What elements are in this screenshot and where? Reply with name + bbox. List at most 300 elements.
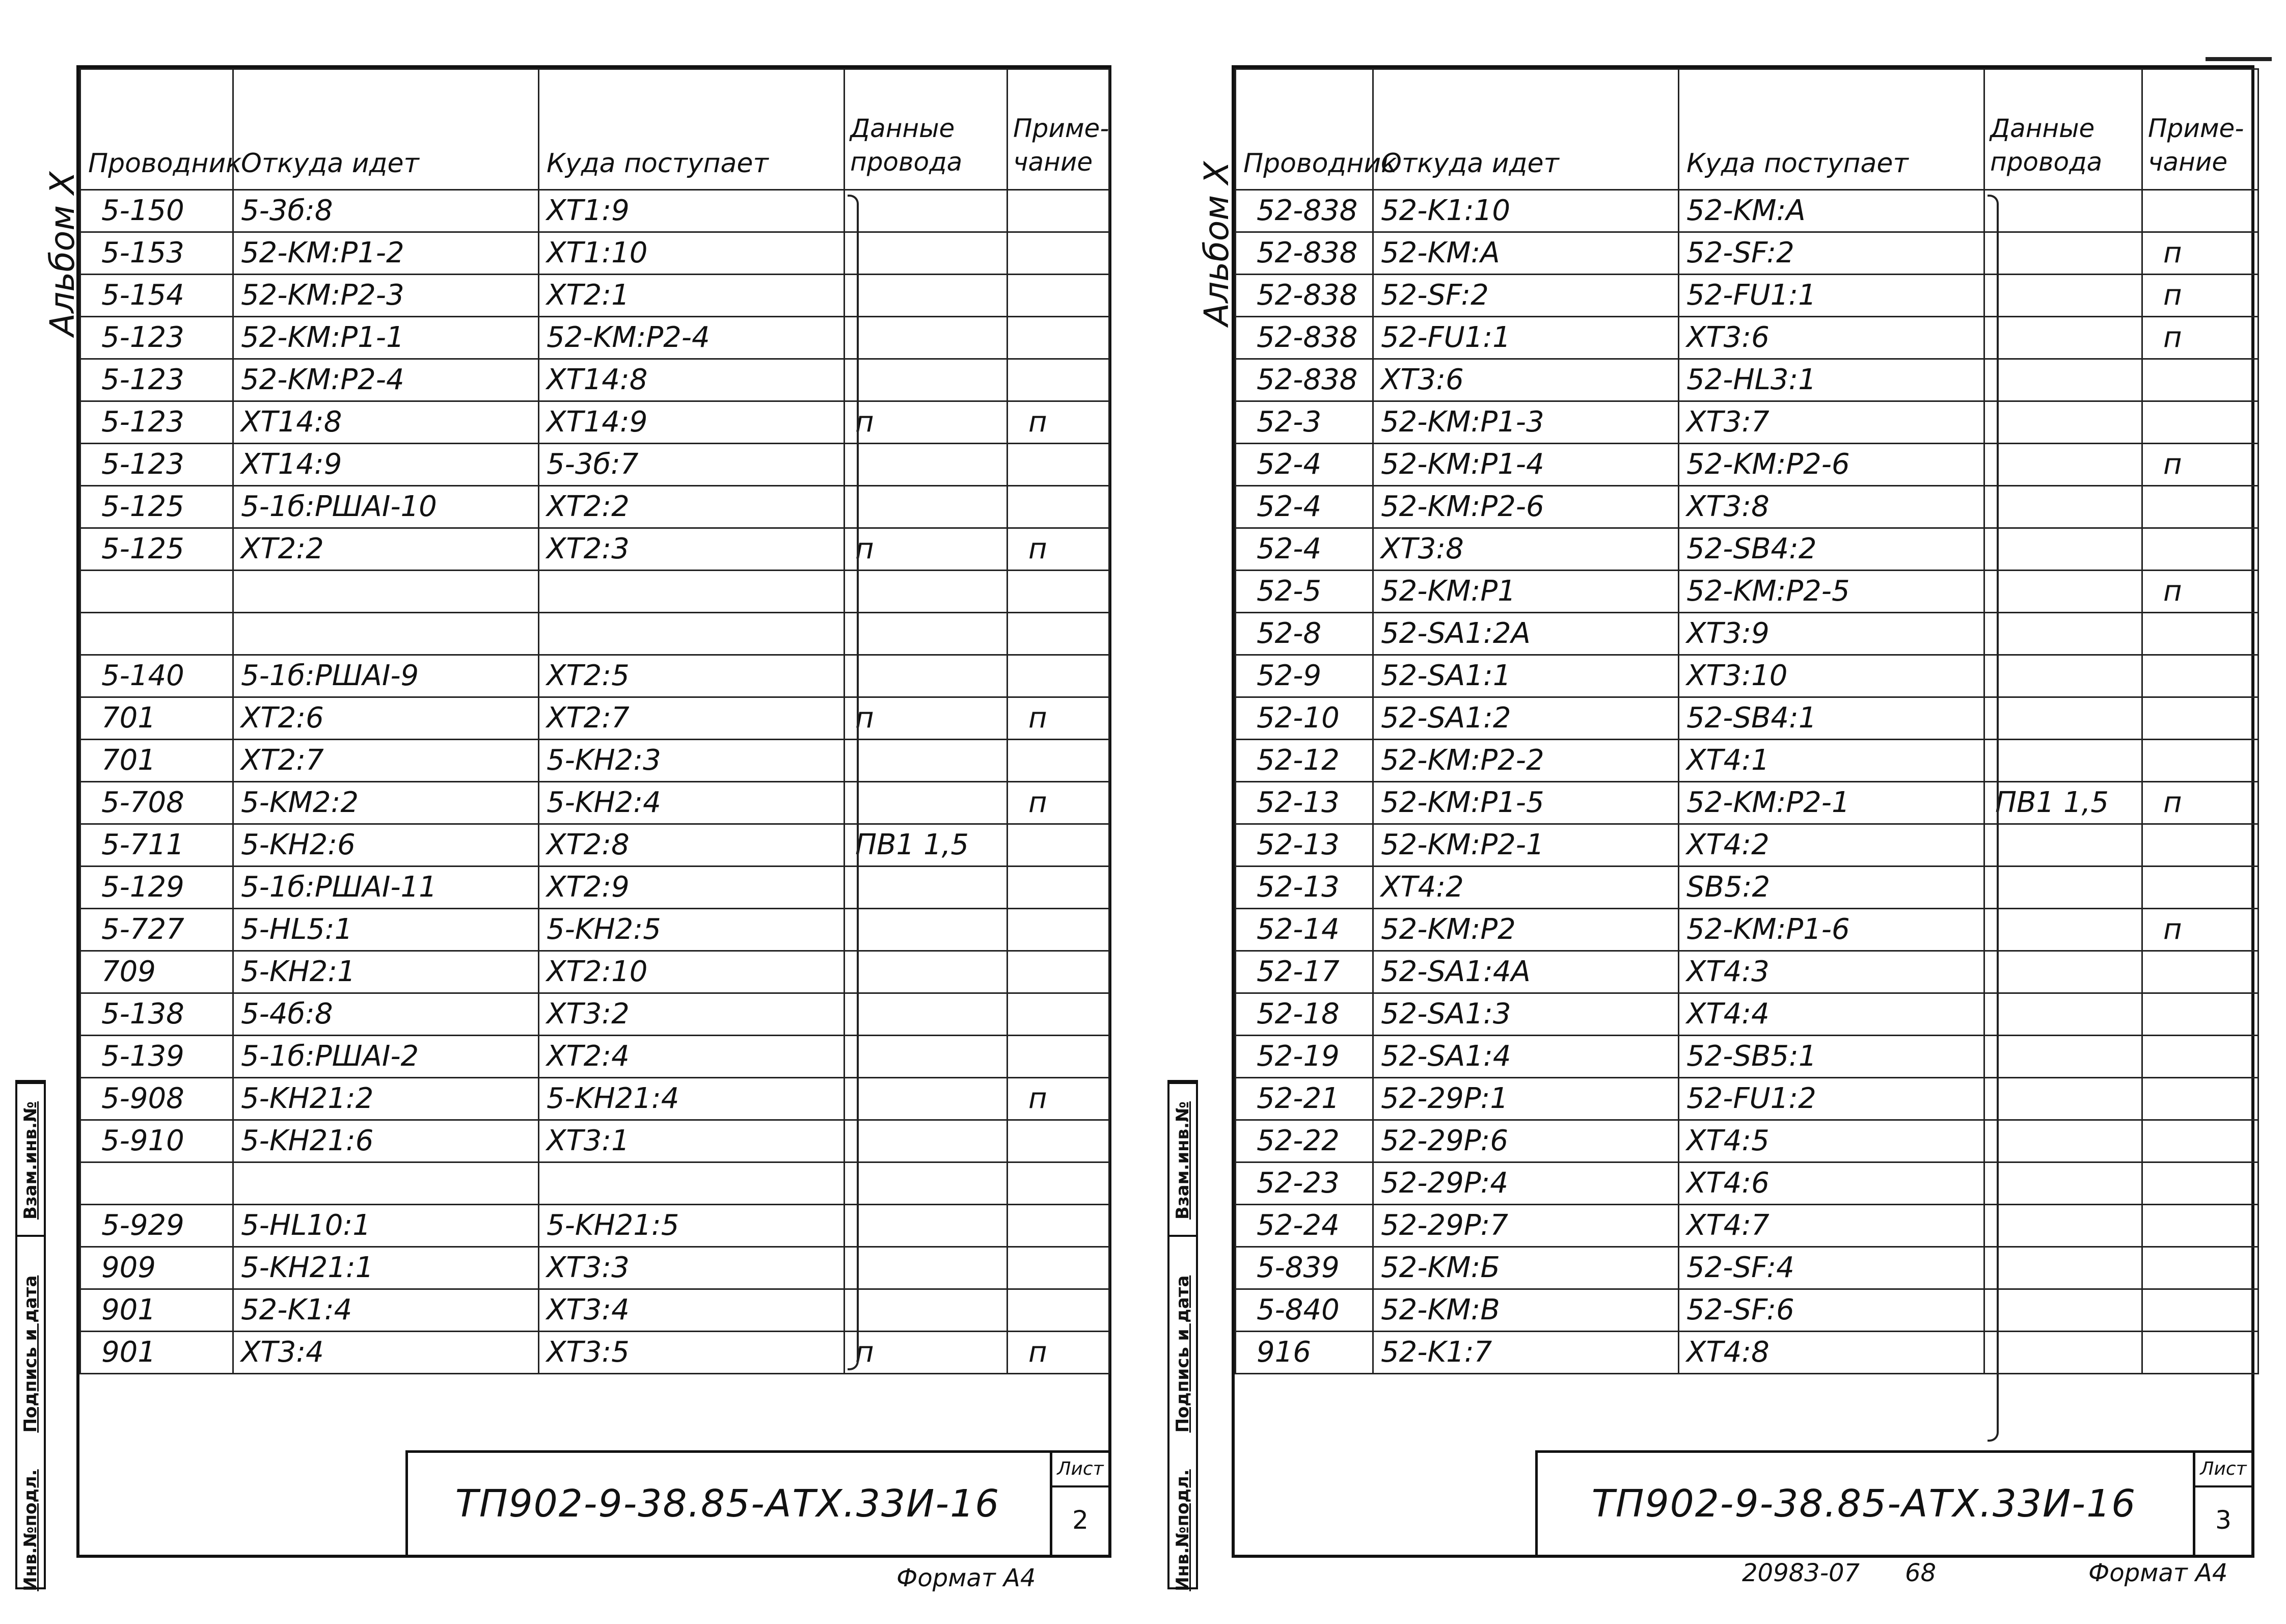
- cell-note: [1008, 1247, 1109, 1289]
- cell-conductor: 5-910: [80, 1120, 233, 1162]
- cell-to: XT2:1: [539, 275, 845, 317]
- cell-conductor: 5-708: [80, 782, 233, 824]
- cell-conductor: [80, 613, 233, 655]
- cell-from: 52-KM:P1-4: [1373, 444, 1679, 486]
- stamp-cell-inventory: Инв.№подл.: [20, 1469, 41, 1591]
- cell-to: 52-KM:P2-5: [1679, 571, 1984, 613]
- cell-note: п: [2142, 232, 2258, 275]
- table-row: [80, 1205, 1109, 1247]
- cell-wire-data: [845, 1036, 1008, 1078]
- cell-conductor: 5-123: [80, 359, 233, 401]
- cell-to: XT4:8: [1679, 1332, 1984, 1374]
- cell-note: [1008, 740, 1109, 782]
- table-row: [1236, 1078, 2258, 1120]
- table-row: [80, 1036, 1109, 1078]
- cell-wire-data: [845, 275, 1008, 317]
- cell-conductor: 52-13: [1236, 824, 1373, 867]
- cell-note: [1008, 232, 1109, 275]
- cell-note: [2142, 993, 2258, 1036]
- cell-to: 52-SF:4: [1679, 1247, 1984, 1289]
- sheet-number: 2: [1072, 1505, 1088, 1535]
- cell-conductor: 709: [80, 951, 233, 993]
- cell-wire-data: [845, 613, 1008, 655]
- cell-to: SB5:2: [1679, 867, 1984, 909]
- cell-note: п: [2142, 275, 2258, 317]
- cell-conductor: 52-838: [1236, 275, 1373, 317]
- wire-data-brace: [848, 195, 859, 1370]
- cell-from: 52-K1:7: [1373, 1332, 1679, 1374]
- table-row: [80, 824, 1109, 867]
- cell-wire-data: ПВ1 1,5: [845, 824, 1008, 867]
- cell-from: 5-HL10:1: [233, 1205, 539, 1247]
- format-label: Формат А4: [896, 1564, 1036, 1592]
- cell-from: 52-KM:P1-3: [1373, 401, 1679, 444]
- cell-from: 52-K1:4: [233, 1289, 539, 1332]
- table-row: [80, 359, 1109, 401]
- cell-conductor: [80, 1162, 233, 1205]
- cell-note: [2142, 867, 2258, 909]
- cell-note: [2142, 486, 2258, 528]
- cell-to: XT14:8: [539, 359, 845, 401]
- side-approval-stamp: [1167, 1080, 1198, 1589]
- cell-wire-data: п: [845, 1332, 1008, 1374]
- cell-wire-data: [1984, 1162, 2142, 1205]
- cell-note: п: [2142, 317, 2258, 359]
- cell-from: 5-1б:РШАI-10: [233, 486, 539, 528]
- cell-from: 5-3б:8: [233, 190, 539, 232]
- cell-conductor: 5-840: [1236, 1289, 1373, 1332]
- cell-from: 52-SA1:2: [1373, 697, 1679, 740]
- cell-from: 52-SA1:3: [1373, 993, 1679, 1036]
- cell-wire-data: [845, 1120, 1008, 1162]
- cell-conductor: 5-839: [1236, 1247, 1373, 1289]
- cell-from: 52-29P:4: [1373, 1162, 1679, 1205]
- cell-wire-data: [845, 867, 1008, 909]
- cell-from: XT14:8: [233, 401, 539, 444]
- cell-wire-data: [1984, 1078, 2142, 1120]
- cell-from: 52-29P:1: [1373, 1078, 1679, 1120]
- cell-to: 5-KH2:5: [539, 909, 845, 951]
- table-row: [1236, 486, 2258, 528]
- header-from: Откуда идет: [233, 69, 539, 190]
- cell-to: XT4:7: [1679, 1205, 1984, 1247]
- cell-conductor: 5-929: [80, 1205, 233, 1247]
- cell-to: XT3:10: [1679, 655, 1984, 697]
- cell-wire-data: [845, 951, 1008, 993]
- table-row: [80, 232, 1109, 275]
- side-approval-stamp: [15, 1080, 46, 1589]
- cell-to: XT4:4: [1679, 993, 1984, 1036]
- cell-from: XT14:9: [233, 444, 539, 486]
- table-row: [1236, 1332, 2258, 1374]
- table-row: [80, 740, 1109, 782]
- cell-from: 52-KM:A: [1373, 232, 1679, 275]
- cell-conductor: 52-13: [1236, 867, 1373, 909]
- cell-to: XT1:10: [539, 232, 845, 275]
- cell-to: XT4:2: [1679, 824, 1984, 867]
- cell-from: 52-KM:P2: [1373, 909, 1679, 951]
- cell-note: [2142, 740, 2258, 782]
- cell-note: [1008, 951, 1109, 993]
- cell-conductor: 5-153: [80, 232, 233, 275]
- cell-from: [233, 1162, 539, 1205]
- table-row: [80, 1247, 1109, 1289]
- cell-note: [2142, 1162, 2258, 1205]
- cell-note: [1008, 571, 1109, 613]
- sheet-number: 3: [2215, 1505, 2231, 1535]
- cell-from: 52-K1:10: [1373, 190, 1679, 232]
- cell-to: XT4:6: [1679, 1162, 1984, 1205]
- cell-from: 5-KH2:1: [233, 951, 539, 993]
- cell-wire-data: [845, 1247, 1008, 1289]
- cell-to: 52-FU1:1: [1679, 275, 1984, 317]
- cell-conductor: 5-125: [80, 528, 233, 571]
- cell-conductor: 901: [80, 1289, 233, 1332]
- cell-to: 52-SB5:1: [1679, 1036, 1984, 1078]
- cell-from: 52-KM:P1: [1373, 571, 1679, 613]
- cell-from: 5-4б:8: [233, 993, 539, 1036]
- cell-conductor: 52-24: [1236, 1205, 1373, 1247]
- table-row: [80, 571, 1109, 613]
- cell-conductor: 52-9: [1236, 655, 1373, 697]
- cell-from: 52-KM:P2-3: [233, 275, 539, 317]
- table-row: [80, 993, 1109, 1036]
- cell-note: [1008, 1120, 1109, 1162]
- cell-note: [2142, 359, 2258, 401]
- cell-conductor: 52-21: [1236, 1078, 1373, 1120]
- table-row: [1236, 1289, 2258, 1332]
- cell-note: [1008, 317, 1109, 359]
- cell-wire-data: [845, 486, 1008, 528]
- table-row: [1236, 1205, 2258, 1247]
- cell-from: 5-KM2:2: [233, 782, 539, 824]
- cell-to: 52-HL3:1: [1679, 359, 1984, 401]
- cell-to: 52-KM:P2-1: [1679, 782, 1984, 824]
- table-row: [80, 1332, 1109, 1374]
- sheet-corner-mark: [2206, 57, 2272, 61]
- table-row: [1236, 359, 2258, 401]
- table-header-row: [1236, 69, 2258, 190]
- cell-note: [1008, 190, 1109, 232]
- cell-conductor: 5-150: [80, 190, 233, 232]
- cell-to: 52-KM:A: [1679, 190, 1984, 232]
- table-row: [80, 655, 1109, 697]
- cell-wire-data: [1984, 190, 2142, 232]
- cell-conductor: 5-138: [80, 993, 233, 1036]
- cell-wire-data: [1984, 909, 2142, 951]
- table-row: [80, 1120, 1109, 1162]
- title-block: [1535, 1450, 2251, 1555]
- cell-wire-data: [1984, 1120, 2142, 1162]
- stamp-cell-signature: Подпись и дата: [1169, 1235, 1196, 1471]
- cell-wire-data: [1984, 1205, 2142, 1247]
- cell-wire-data: [1984, 232, 2142, 275]
- cell-from: 5-KH21:2: [233, 1078, 539, 1120]
- table-row: [1236, 1247, 2258, 1289]
- cell-wire-data: [1984, 444, 2142, 486]
- cell-from: XT3:4: [233, 1332, 539, 1374]
- cell-conductor: 701: [80, 697, 233, 740]
- cell-wire-data: [845, 190, 1008, 232]
- cell-conductor: 5-123: [80, 401, 233, 444]
- cell-to: XT3:5: [539, 1332, 845, 1374]
- cell-from: 5-KH21:1: [233, 1247, 539, 1289]
- cell-conductor: 5-140: [80, 655, 233, 697]
- cell-from: 5-1б:РШАI-9: [233, 655, 539, 697]
- cell-note: [2142, 528, 2258, 571]
- cell-conductor: [80, 571, 233, 613]
- cell-to: 5-KH2:4: [539, 782, 845, 824]
- cell-wire-data: [845, 1078, 1008, 1120]
- cell-from: XT3:6: [1373, 359, 1679, 401]
- cell-to: XT3:4: [539, 1289, 845, 1332]
- sheet-number-box: [1050, 1453, 1108, 1555]
- table-row: [80, 528, 1109, 571]
- table-row: [1236, 867, 2258, 909]
- table-row: [1236, 697, 2258, 740]
- cell-to: 5-KH21:5: [539, 1205, 845, 1247]
- cell-to: 52-SB4:1: [1679, 697, 1984, 740]
- header-note: Приме- чание: [1008, 69, 1109, 190]
- cell-to: XT4:5: [1679, 1120, 1984, 1162]
- table-row: [80, 909, 1109, 951]
- table-row: [80, 951, 1109, 993]
- cell-from: 52-KM:B: [1373, 1289, 1679, 1332]
- cell-note: [1008, 655, 1109, 697]
- cell-wire-data: [1984, 275, 2142, 317]
- stamp-cell-signature: Подпись и дата: [17, 1235, 44, 1471]
- cell-from: 5-KH2:6: [233, 824, 539, 867]
- cell-from: 52-KM:P2-1: [1373, 824, 1679, 867]
- cell-to: XT2:2: [539, 486, 845, 528]
- cell-note: [1008, 1036, 1109, 1078]
- cell-conductor: 52-18: [1236, 993, 1373, 1036]
- cell-note: [2142, 190, 2258, 232]
- cell-wire-data: [1984, 359, 2142, 401]
- cell-note: [1008, 909, 1109, 951]
- cell-to: XT2:8: [539, 824, 845, 867]
- cell-conductor: 5-129: [80, 867, 233, 909]
- cell-wire-data: [1984, 317, 2142, 359]
- cell-to: XT3:6: [1679, 317, 1984, 359]
- cell-note: [1008, 359, 1109, 401]
- cell-to: 5-3б:7: [539, 444, 845, 486]
- cell-note: п: [1008, 697, 1109, 740]
- cell-wire-data: [1984, 951, 2142, 993]
- cell-from: 52-KM:Б: [1373, 1247, 1679, 1289]
- cell-note: п: [1008, 401, 1109, 444]
- cell-wire-data: [1984, 867, 2142, 909]
- cell-conductor: 701: [80, 740, 233, 782]
- wiring-table: [79, 68, 1110, 1374]
- cell-note: п: [2142, 782, 2258, 824]
- cell-conductor: 5-123: [80, 444, 233, 486]
- cell-wire-data: ПВ1 1,5: [1984, 782, 2142, 824]
- table-row: [80, 401, 1109, 444]
- table-row: [1236, 444, 2258, 486]
- table-row: [80, 190, 1109, 232]
- cell-wire-data: [1984, 613, 2142, 655]
- table-row: [1236, 824, 2258, 867]
- cell-from: 5-1б:РШАI-2: [233, 1036, 539, 1078]
- stamp-cell-replacement: Взам.инв.№: [1169, 1082, 1196, 1237]
- cell-to: XT3:8: [1679, 486, 1984, 528]
- cell-to: 5-KH21:4: [539, 1078, 845, 1120]
- cell-wire-data: [845, 1289, 1008, 1332]
- album-label: Альбом X: [1197, 161, 1236, 326]
- cell-note: [2142, 951, 2258, 993]
- table-row: [1236, 232, 2258, 275]
- document-code: ТП902-9-38.85-АТХ.33И-16: [1591, 1482, 2137, 1526]
- cell-conductor: 52-4: [1236, 444, 1373, 486]
- cell-wire-data: [845, 571, 1008, 613]
- cell-note: [2142, 1332, 2258, 1374]
- cell-note: п: [2142, 444, 2258, 486]
- cell-note: п: [1008, 528, 1109, 571]
- cell-to: 52-FU1:2: [1679, 1078, 1984, 1120]
- cell-conductor: 52-4: [1236, 528, 1373, 571]
- cell-from: XT2:2: [233, 528, 539, 571]
- cell-conductor: 52-838: [1236, 190, 1373, 232]
- cell-wire-data: п: [845, 697, 1008, 740]
- cell-to: [539, 613, 845, 655]
- cell-from: 52-KM:P1-2: [233, 232, 539, 275]
- table-row: [1236, 782, 2258, 824]
- cell-to: XT3:9: [1679, 613, 1984, 655]
- cell-note: [1008, 867, 1109, 909]
- cell-conductor: 5-908: [80, 1078, 233, 1120]
- cell-to: XT4:3: [1679, 951, 1984, 993]
- cell-wire-data: [1984, 1289, 2142, 1332]
- cell-note: [1008, 1205, 1109, 1247]
- cell-from: XT4:2: [1373, 867, 1679, 909]
- stamp-cell-inventory: Инв.№подл.: [1173, 1469, 1193, 1591]
- cell-from: 52-SA1:4: [1373, 1036, 1679, 1078]
- cell-note: [2142, 1036, 2258, 1078]
- cell-from: 52-SA1:1: [1373, 655, 1679, 697]
- cell-wire-data: [845, 232, 1008, 275]
- cell-conductor: 5-139: [80, 1036, 233, 1078]
- cell-wire-data: [1984, 655, 2142, 697]
- cell-note: п: [2142, 909, 2258, 951]
- cell-wire-data: [845, 1205, 1008, 1247]
- cell-wire-data: [845, 1162, 1008, 1205]
- cell-note: [2142, 824, 2258, 867]
- table-row: [1236, 571, 2258, 613]
- cell-note: [1008, 993, 1109, 1036]
- header-conductor: Проводник: [1236, 69, 1373, 190]
- cell-note: [1008, 444, 1109, 486]
- sheet-label: Лист: [1052, 1453, 1108, 1487]
- cell-from: 52-SA1:4A: [1373, 951, 1679, 993]
- cell-wire-data: [1984, 528, 2142, 571]
- cell-conductor: 52-13: [1236, 782, 1373, 824]
- cell-from: 52-KM:P1-1: [233, 317, 539, 359]
- cell-from: 52-KM:P2-6: [1373, 486, 1679, 528]
- cell-wire-data: [1984, 697, 2142, 740]
- cell-note: [1008, 1162, 1109, 1205]
- cell-wire-data: [1984, 824, 2142, 867]
- table-row: [80, 1289, 1109, 1332]
- cell-note: [1008, 486, 1109, 528]
- table-row: [80, 317, 1109, 359]
- sheet-number-box: [2193, 1453, 2251, 1555]
- cell-conductor: 901: [80, 1332, 233, 1374]
- cell-to: 5-KH2:3: [539, 740, 845, 782]
- table-row: [80, 613, 1109, 655]
- cell-to: XT2:3: [539, 528, 845, 571]
- table-row: [1236, 317, 2258, 359]
- table-row: [1236, 275, 2258, 317]
- table-row: [80, 444, 1109, 486]
- cell-conductor: 52-838: [1236, 232, 1373, 275]
- cell-wire-data: [1984, 486, 2142, 528]
- table-body: [1236, 190, 2258, 1374]
- cell-wire-data: [1984, 571, 2142, 613]
- cell-note: [2142, 1078, 2258, 1120]
- cell-wire-data: [1984, 993, 2142, 1036]
- cell-from: 5-KH21:6: [233, 1120, 539, 1162]
- cell-note: [2142, 655, 2258, 697]
- cell-conductor: 5-727: [80, 909, 233, 951]
- cell-wire-data: [845, 444, 1008, 486]
- cell-wire-data: [845, 740, 1008, 782]
- header-to: Куда поступает: [539, 69, 845, 190]
- cell-note: п: [1008, 1332, 1109, 1374]
- wiring-sheet-left: [76, 65, 1111, 1558]
- cell-wire-data: п: [845, 528, 1008, 571]
- table-row: [1236, 993, 2258, 1036]
- cell-from: XT2:6: [233, 697, 539, 740]
- cell-wire-data: [1984, 1247, 2142, 1289]
- cell-to: XT2:9: [539, 867, 845, 909]
- cell-from: 5-HL5:1: [233, 909, 539, 951]
- cell-conductor: 5-711: [80, 824, 233, 867]
- cell-note: п: [2142, 571, 2258, 613]
- cell-note: п: [1008, 1078, 1109, 1120]
- cell-conductor: 5-123: [80, 317, 233, 359]
- cell-conductor: 5-154: [80, 275, 233, 317]
- wire-data-brace: [1988, 195, 1999, 1442]
- cell-wire-data: [845, 317, 1008, 359]
- cell-from: 52-SF:2: [1373, 275, 1679, 317]
- header-conductor: Проводник: [80, 69, 233, 190]
- cell-conductor: 52-22: [1236, 1120, 1373, 1162]
- cell-to: XT2:4: [539, 1036, 845, 1078]
- table-row: [1236, 1036, 2258, 1078]
- sheet-label: Лист: [2195, 1453, 2251, 1487]
- table-row: [80, 782, 1109, 824]
- album-label: Альбом X: [43, 171, 82, 336]
- cell-wire-data: п: [845, 401, 1008, 444]
- cell-to: 52-KM:P1-6: [1679, 909, 1984, 951]
- cell-conductor: 909: [80, 1247, 233, 1289]
- stamp-cell-replacement: Взам.инв.№: [17, 1082, 44, 1237]
- header-note: Приме- чание: [2142, 69, 2258, 190]
- table-row: [1236, 740, 2258, 782]
- cell-conductor: 52-8: [1236, 613, 1373, 655]
- table-body: [80, 190, 1109, 1374]
- cell-to: 52-SF:6: [1679, 1289, 1984, 1332]
- stamp-number: 20983-07: [1742, 1559, 1860, 1587]
- cell-note: [2142, 401, 2258, 444]
- cell-from: [233, 613, 539, 655]
- cell-wire-data: [1984, 1036, 2142, 1078]
- cell-note: [2142, 1289, 2258, 1332]
- table-row: [80, 275, 1109, 317]
- cell-from: 52-29P:7: [1373, 1205, 1679, 1247]
- table-row: [1236, 613, 2258, 655]
